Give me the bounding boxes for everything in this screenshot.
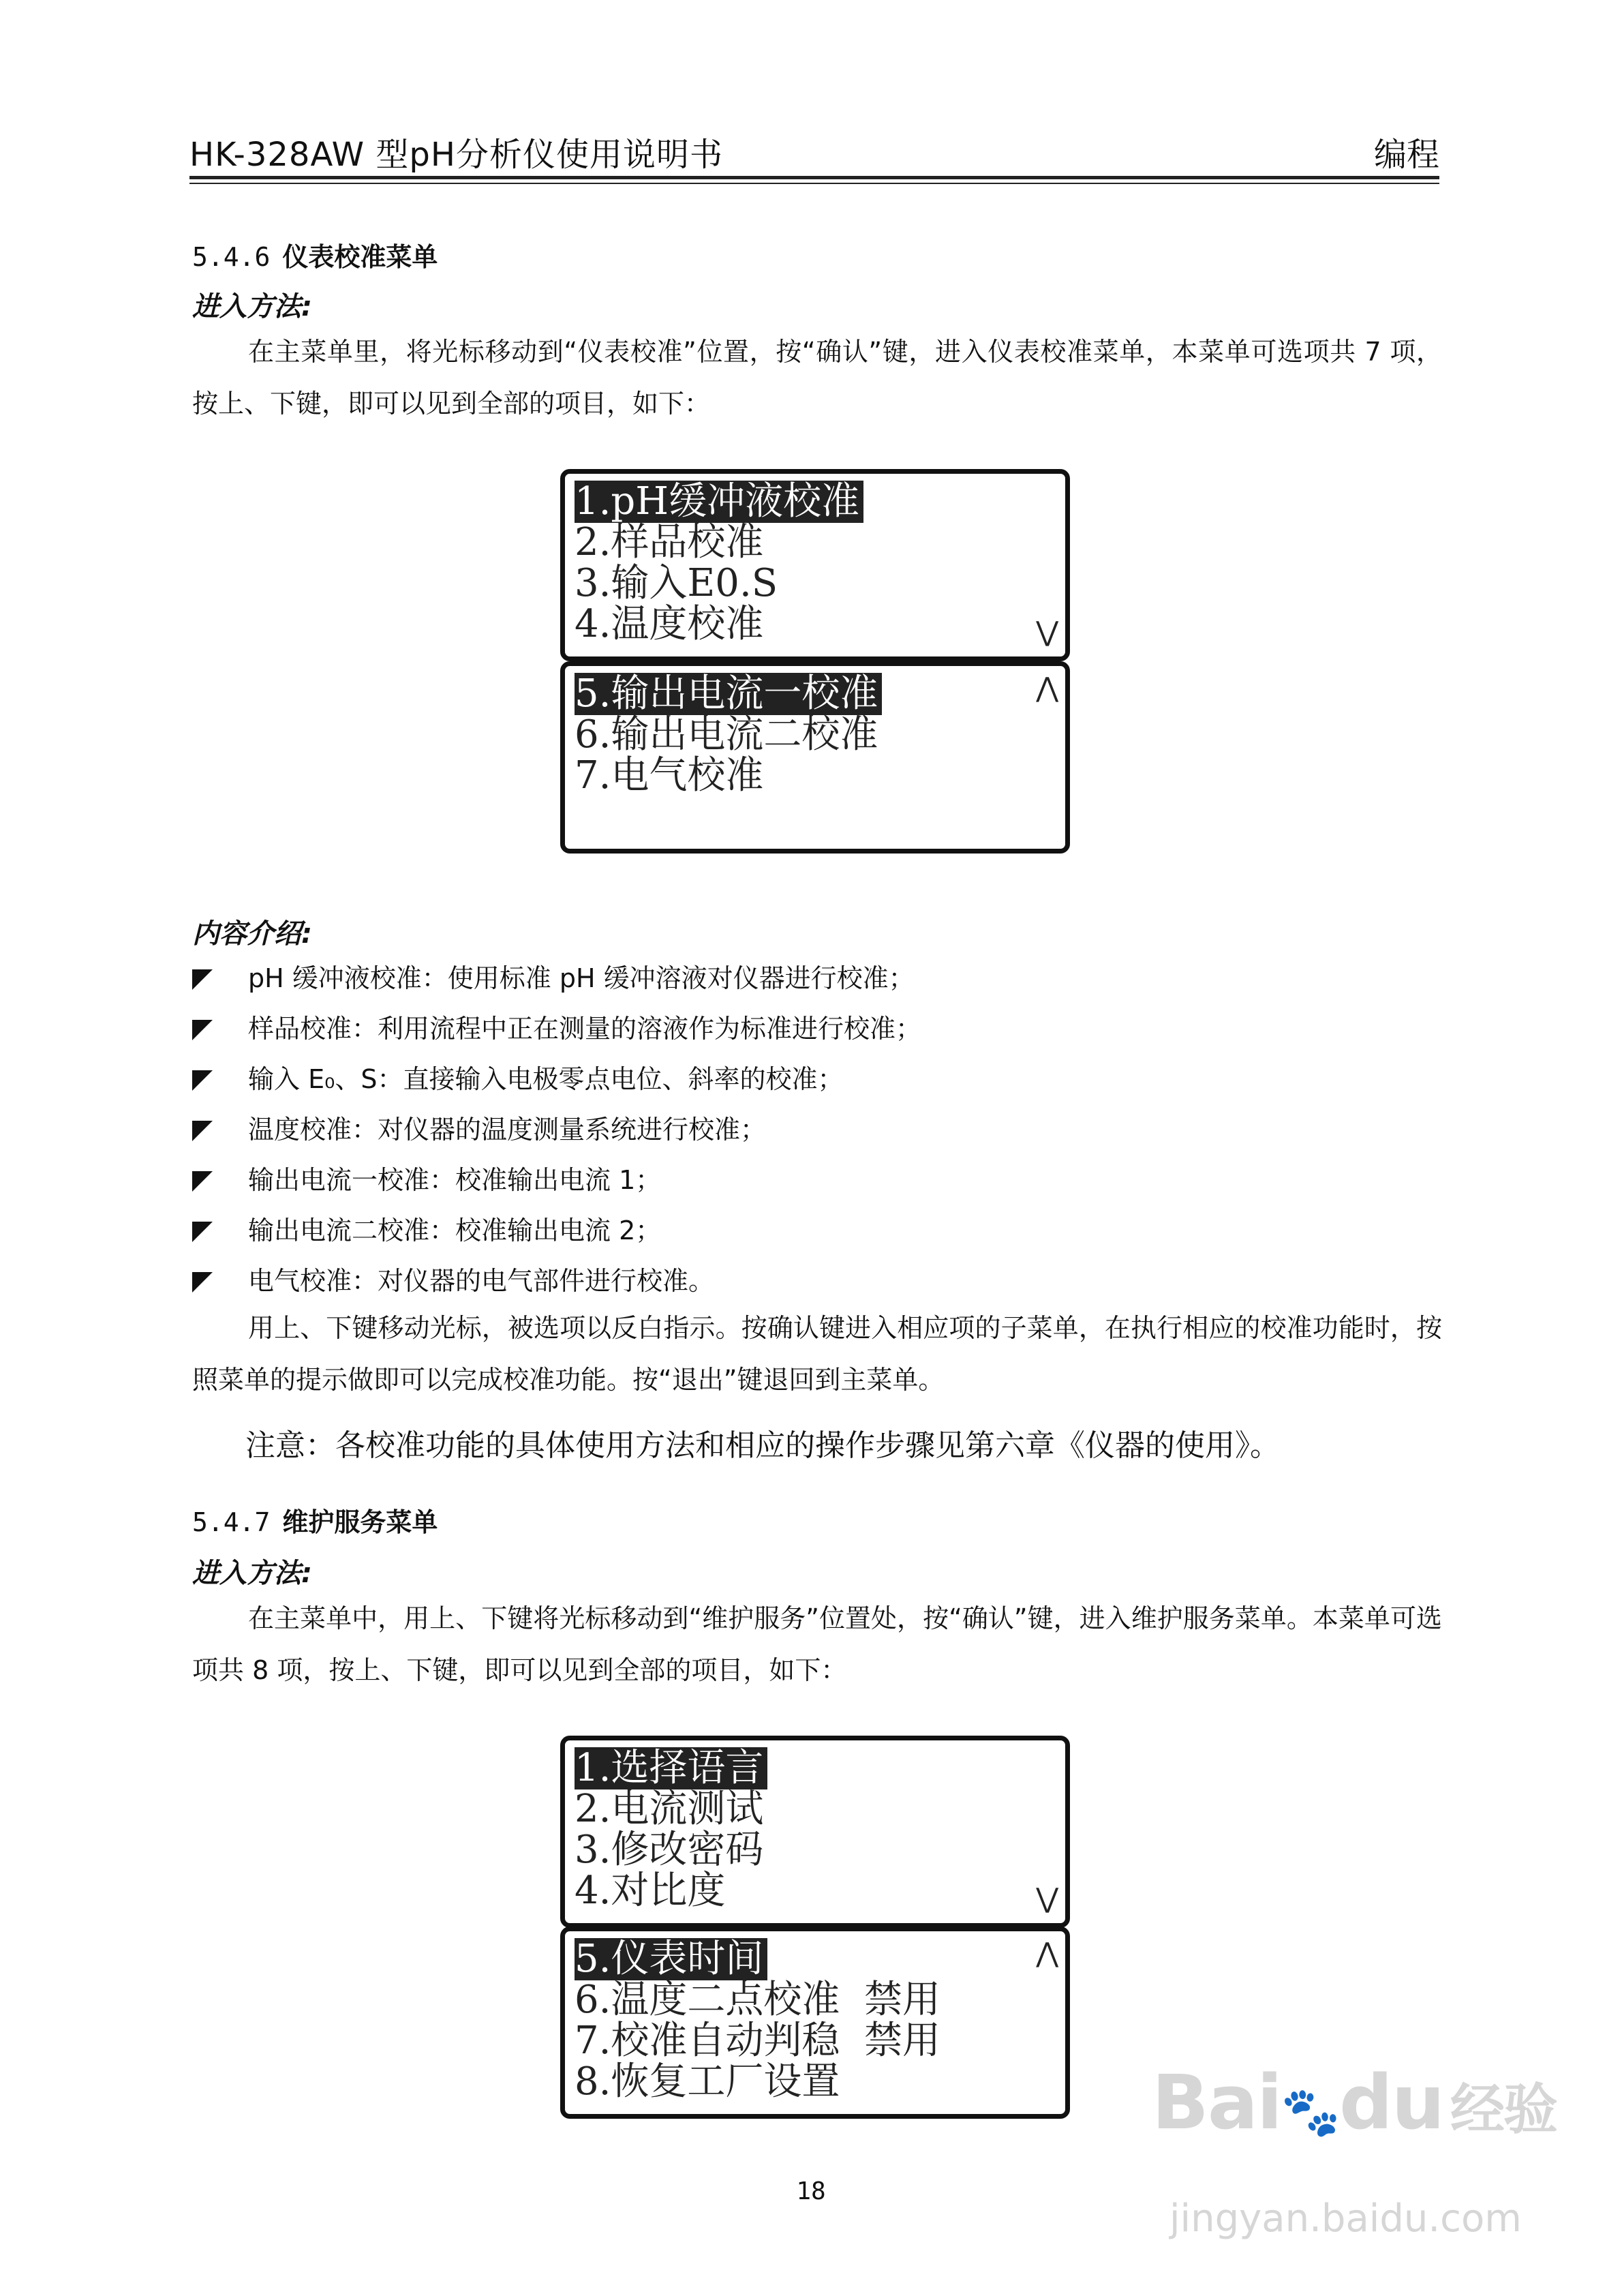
section-5-4-7-heading <box>192 1501 438 1539</box>
menu-item-contrast[interactable]: 4.对比度 <box>575 1869 726 1913</box>
menu-item-electrical-calibration[interactable]: 7.电气校准 <box>575 753 764 798</box>
header-rule-thin <box>189 183 1439 184</box>
menu-item-change-password[interactable]: 3.修改密码 <box>575 1828 764 1872</box>
section-title: 维护服务菜单 <box>282 1507 438 1537</box>
entry-method-label: 进入方法: <box>192 291 312 322</box>
scroll-down-icon: ⋁ <box>1036 1883 1058 1914</box>
page-number: 18 <box>796 2177 826 2205</box>
bullet-text: 样品校准：利用流程中正在测量的溶液作为标准进行校准； <box>248 1014 922 1044</box>
triangle-bullet-icon <box>192 1222 213 1242</box>
menu-item-output-current-1-calibration[interactable]: 5.输出电流一校准 <box>575 673 882 715</box>
lcd-screen-calibration-page1 <box>560 469 1070 661</box>
scroll-up-icon: ⋀ <box>1036 672 1058 704</box>
menu-item-ph-buffer-calibration[interactable]: 1.pH缓冲液校准 <box>575 481 863 523</box>
bullet-item <box>192 1163 661 1197</box>
triangle-bullet-icon <box>192 969 213 990</box>
menu-item-auto-stability-check[interactable]: 7.校准自动判稳 禁用 <box>575 2019 941 2063</box>
menu-item-output-current-2-calibration[interactable]: 6.输出电流二校准 <box>575 712 878 757</box>
watermark-brand-text: Bai <box>1152 2059 1281 2146</box>
menu-item-select-language[interactable]: 1.选择语言 <box>575 1747 767 1789</box>
menu-item-meter-time[interactable]: 5.仪表时间 <box>575 1938 767 1980</box>
menu-item-factory-reset[interactable]: 8.恢复工厂设置 <box>575 2059 840 2104</box>
lcd-screen-calibration-page2 <box>560 661 1070 854</box>
watermark-brand <box>1152 2059 1557 2146</box>
triangle-bullet-icon <box>192 1020 213 1040</box>
lcd-screen-maintenance-page1 <box>560 1736 1070 1928</box>
section-title: 仪表校准菜单 <box>282 242 438 272</box>
section-name: 编程 <box>1373 136 1439 174</box>
triangle-bullet-icon <box>192 1272 213 1293</box>
menu-item-current-test[interactable]: 2.电流测试 <box>575 1787 764 1831</box>
menu-item-input-e0-s[interactable]: 3.输入E0.S <box>575 561 778 605</box>
note-text: 注意：各校准功能的具体使用方法和相应的操作步骤见第六章《仪器的使用》。 <box>245 1428 1280 1463</box>
bullet-text: 输出电流一校准：校准输出电流 1； <box>248 1165 662 1195</box>
watermark-url: jingyan.baidu.com <box>1169 2196 1522 2241</box>
content-intro-label: 内容介绍: <box>192 918 312 950</box>
triangle-bullet-icon <box>192 1121 213 1141</box>
menu-item-sample-calibration[interactable]: 2.样品校准 <box>575 520 764 564</box>
bullet-text: 电气校准：对仪器的电气部件进行校准。 <box>248 1266 715 1296</box>
entry-method-text: 在主菜单中，用上、下键将光标移动到“维护服务”位置处，按“确认”键，进入维护服务菜单。本菜单可选项共 8 项，按上、下键，即可以见到全部的项目，如下： <box>192 1603 1442 1685</box>
bullet-text: 温度校准：对仪器的温度测量系统进行校准； <box>248 1115 767 1145</box>
entry-method-text: 在主菜单里，将光标移动到“仪表校准”位置，按“确认”键，进入仪表校准菜单，本菜单可选项共 7 项，按上、下键，即可以见到全部的项目，如下： <box>192 337 1442 419</box>
triangle-bullet-icon <box>192 1171 213 1192</box>
menu-item-temperature-calibration[interactable]: 4.温度校准 <box>575 602 764 646</box>
watermark-brand-text-2: du <box>1338 2059 1444 2146</box>
bullet-text: 输出电流二校准：校准输出电流 2； <box>248 1215 662 1245</box>
scroll-up-icon: ⋀ <box>1036 1937 1058 1969</box>
lcd-screen-maintenance-page2 <box>560 1927 1070 2119</box>
bullet-item <box>192 1113 766 1147</box>
bullet-text: pH 缓冲液校准：使用标准 pH 缓冲溶液对仪器进行校准； <box>248 963 915 993</box>
entry-method-label: 进入方法: <box>192 1558 312 1589</box>
header-rule <box>189 176 1439 179</box>
usage-text: 用上、下键移动光标，被选项以反白指示。按确认键进入相应项的子菜单，在执行相应的校准功能时，按照菜单的提示做即可以完成校准功能。按“退出”键退回到主菜单。 <box>192 1313 1442 1395</box>
bullet-text: 输入 E₀、S：直接输入电极零点电位、斜率的校准； <box>248 1064 844 1094</box>
bullet-item <box>192 1062 843 1096</box>
menu-item-temperature-two-point-calibration[interactable]: 6.温度二点校准 禁用 <box>575 1978 941 2022</box>
bullet-item <box>192 1012 921 1046</box>
bullet-item <box>192 961 915 995</box>
scroll-down-icon: ⋁ <box>1036 616 1058 648</box>
paw-icon: 🐾 <box>1281 2084 1339 2140</box>
section-number: 5.4.7 <box>192 1507 271 1537</box>
watermark-cn: 经验 <box>1450 2078 1557 2141</box>
triangle-bullet-icon <box>192 1070 213 1091</box>
document-title: HK-328AW 型pH分析仪使用说明书 <box>189 136 723 174</box>
bullet-item <box>192 1264 714 1298</box>
bullet-item <box>192 1213 661 1248</box>
section-number: 5.4.6 <box>192 242 271 272</box>
section-5-4-6-heading <box>192 236 438 273</box>
